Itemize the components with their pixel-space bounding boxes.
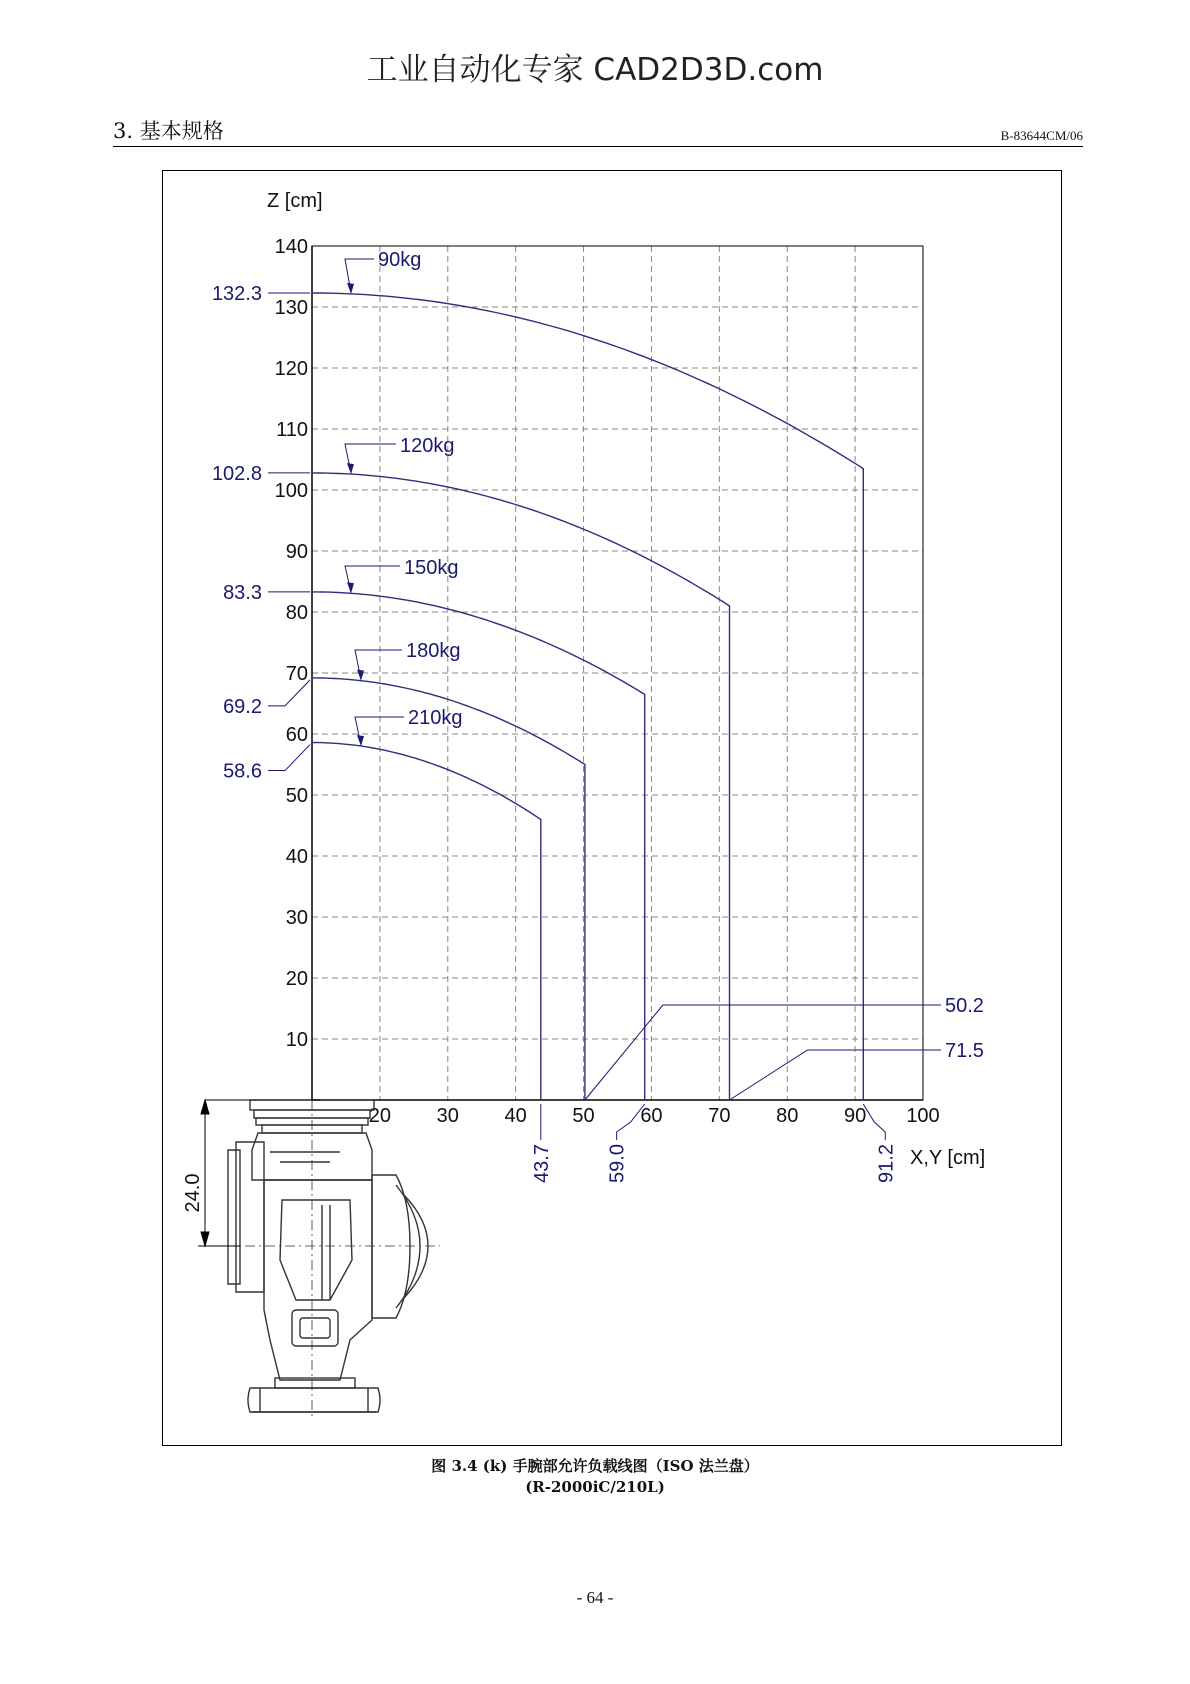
x-tick-label: 80 — [776, 1105, 799, 1127]
z-max-label: 69.2 — [223, 695, 262, 718]
x-tick-label: 40 — [504, 1105, 527, 1127]
series-arrowhead — [347, 582, 354, 593]
section-title: 3. 基本规格 — [113, 119, 224, 143]
x-tick-label: 60 — [640, 1105, 663, 1127]
y-tick-label: 70 — [285, 663, 308, 685]
z-max-label: 58.6 — [223, 760, 262, 783]
series-arrowhead — [347, 463, 354, 474]
x-tick-label: 90 — [843, 1105, 867, 1127]
x-max-label: 91.2 — [875, 1144, 898, 1183]
x-tick-label: 70 — [708, 1105, 731, 1127]
x-leader-line — [730, 1050, 941, 1100]
y-tick-label: 40 — [285, 846, 308, 868]
z-leader-line — [268, 745, 310, 771]
flange-offset-dimension: 24.0 — [182, 1173, 204, 1213]
figure-model: (R-2000iC/210L) — [525, 1478, 665, 1496]
y-tick-label: 20 — [285, 968, 308, 990]
document-number: B-83644CM/06 — [1000, 128, 1083, 143]
y-tick-label: 120 — [274, 358, 308, 380]
load-curve-180kg — [312, 678, 585, 1100]
figure-caption: 图 3.4 (k) 手腕部允许负载线图（ISO 法兰盘） — [431, 1457, 759, 1475]
series-name-label: 120kg — [400, 435, 455, 457]
x-leader-line — [585, 1005, 941, 1100]
y-tick-label: 30 — [285, 907, 308, 929]
load-curve-210kg — [312, 743, 541, 1101]
curve-annotations — [212, 249, 984, 1183]
series-arrowhead — [347, 283, 354, 294]
x-leader-line — [863, 1104, 885, 1140]
x-tick-label: 100 — [906, 1105, 940, 1127]
series-name-label: 210kg — [408, 707, 463, 729]
y-tick-label: 50 — [285, 785, 308, 807]
load-curve-120kg — [312, 473, 730, 1100]
y-tick-label: 130 — [274, 297, 308, 319]
x-max-label: 43.7 — [530, 1144, 553, 1183]
robot-wrist-drawing — [182, 1100, 440, 1420]
load-curves — [312, 293, 863, 1100]
x-max-label: 59.0 — [606, 1144, 629, 1183]
series-leader-line — [345, 444, 396, 473]
y-tick-label: 100 — [274, 480, 308, 502]
x-tick-label: 20 — [368, 1105, 392, 1127]
series-arrowhead — [357, 735, 364, 746]
x-tick-label: 30 — [436, 1105, 459, 1127]
page-number: - 64 - — [576, 1588, 614, 1607]
x-axis-label: X,Y [cm] — [910, 1147, 986, 1169]
series-leader-line — [345, 566, 400, 592]
x-max-label: 50.2 — [945, 995, 984, 1017]
grid — [312, 246, 923, 1100]
z-max-label: 83.3 — [223, 581, 262, 604]
y-tick-label: 90 — [285, 541, 308, 563]
y-axis-label: Z [cm] — [267, 190, 323, 212]
z-max-label: 132.3 — [211, 282, 262, 305]
y-tick-label: 140 — [274, 236, 308, 258]
x-tick-label: 50 — [572, 1105, 595, 1127]
axes — [267, 190, 985, 1169]
x-max-label: 71.5 — [945, 1040, 984, 1062]
series-name-label: 180kg — [406, 640, 461, 662]
series-name-label: 150kg — [404, 557, 459, 579]
load-curve-90kg — [312, 293, 863, 1100]
z-max-label: 102.8 — [211, 462, 262, 485]
y-tick-label: 110 — [276, 419, 308, 441]
series-name-label: 90kg — [378, 249, 422, 271]
load-curve-150kg — [312, 592, 645, 1100]
y-tick-label: 60 — [285, 724, 308, 746]
y-tick-label: 10 — [285, 1029, 308, 1051]
y-tick-label: 80 — [285, 602, 308, 624]
series-arrowhead — [357, 670, 364, 681]
watermark-text: 工业自动化专家 CAD2D3D.com — [366, 52, 824, 88]
